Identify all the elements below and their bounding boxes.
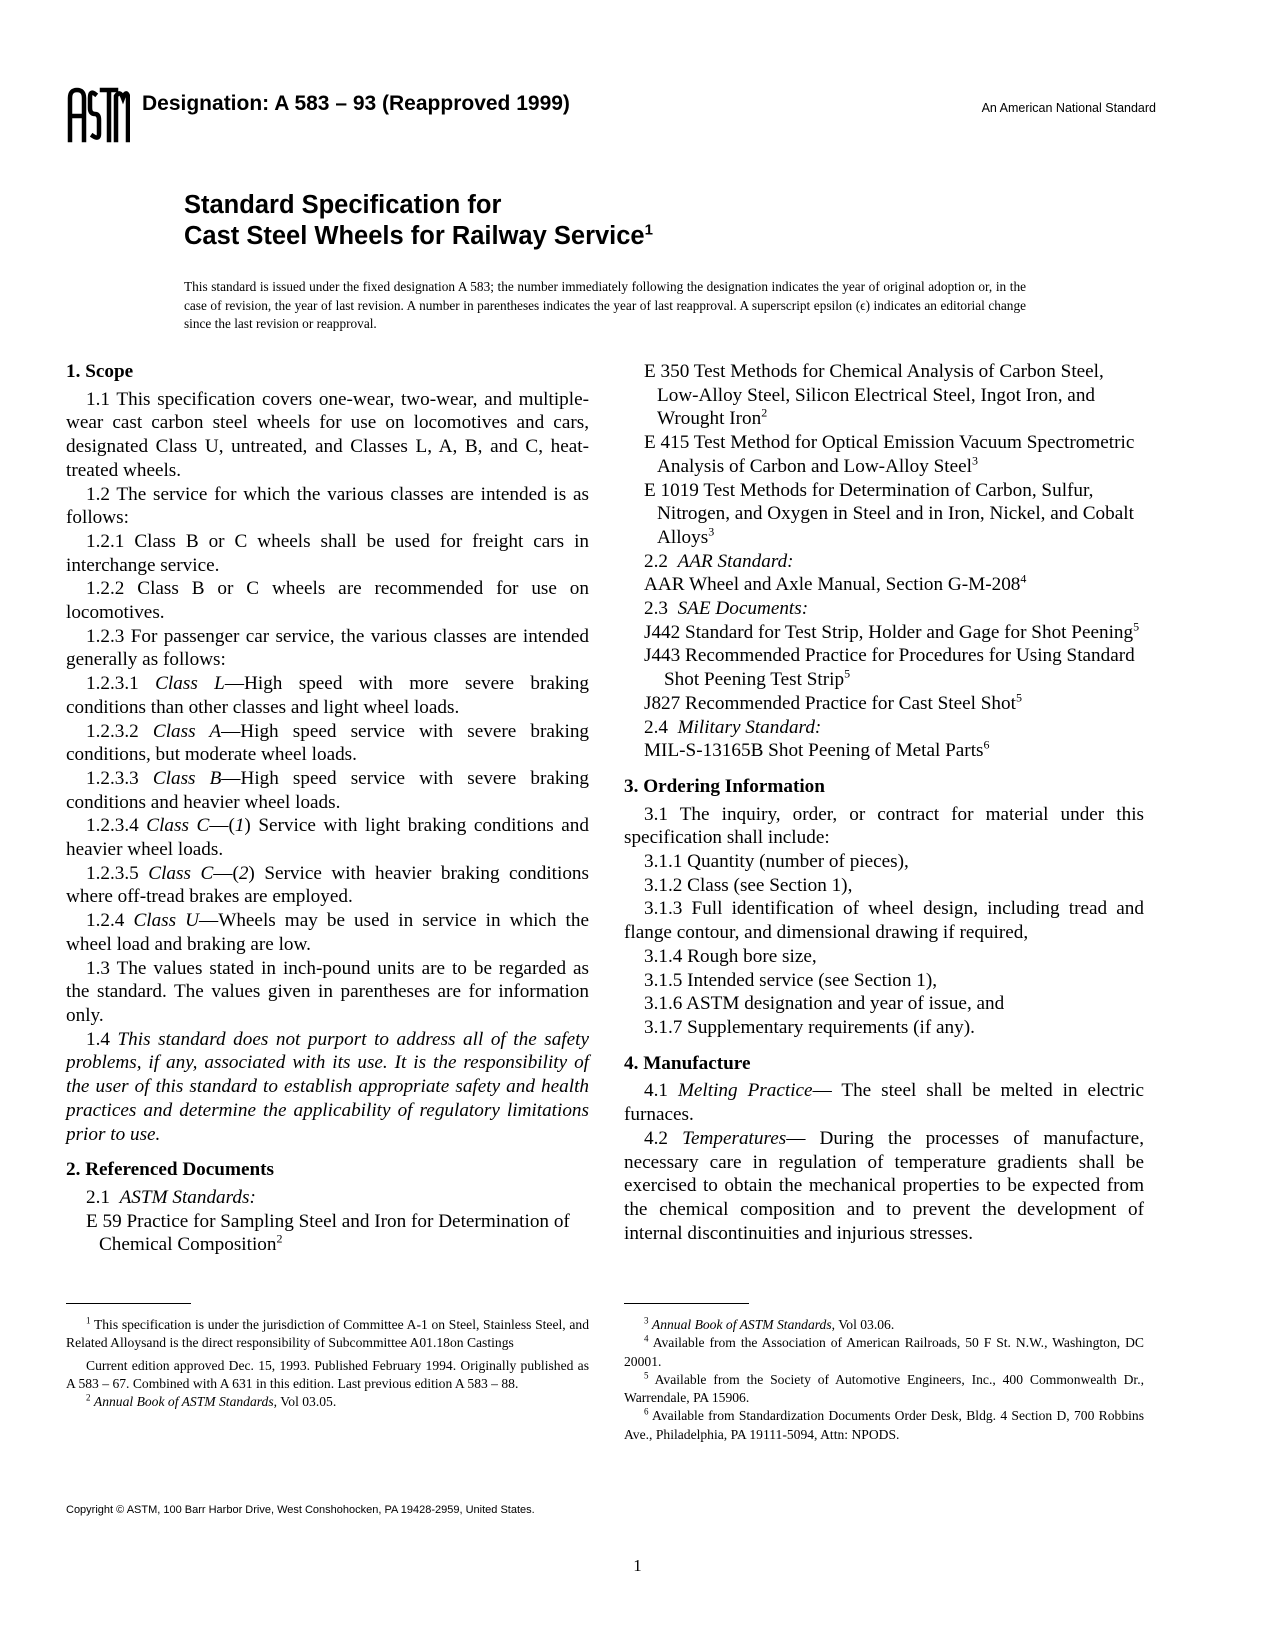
astm-logo	[66, 86, 130, 144]
section-heading-referenced-documents: 2. Referenced Documents	[66, 1159, 274, 1181]
section-heading-manufacture: 4. Manufacture	[624, 1052, 751, 1074]
footnote-4: $^4$ Available from the Association of American Railroads, 50 F St. N.W., Washington, DC 20001.	[624, 1333, 1144, 1369]
reference-e350: E 350 Test Methods for Chemical Analysis of Carbon Steel, Low-Alloy Steel, Silicon Electrical Steel, Ingot Iron, and Wrought Iron$^2$	[644, 361, 1104, 430]
paragraph-1-4: 1.4 This standard does not purport to address all of the safety problems, if any, associated with its use. It is the responsibility of the user of this standard to establish appropriate safety and health practices and determine the applicability of regulatory limitations prior to use.	[66, 1028, 590, 1145]
title-footnote-mark: 1	[644, 221, 653, 239]
footnotes-right	[624, 1316, 1144, 1444]
paragraph-1-2: 1.2 The service for which the various classes are intended is as follows:	[66, 483, 589, 529]
left-column	[66, 360, 589, 1257]
title-line-1: Standard Specification for	[184, 191, 502, 219]
aar-standard-label: 2.2 AAR Standard:	[644, 550, 794, 572]
issuance-notice: This standard is issued under the fixed designation A 583; the number immediately following the designation indicates the year of original adoption or, in the case of revision, the year of last revision. A number in parentheses indicates the year of last reapproval. A superscript epsilon (ϵ) indicates an editorial change since the last revision or reapproval.	[184, 279, 1026, 331]
page-number: 1	[633, 1556, 642, 1575]
item-3-1-1: 3.1.1 Quantity (number of pieces),	[644, 851, 909, 873]
footnote-divider-right	[624, 1303, 749, 1304]
reference-e415: E 415 Test Method for Optical Emission Vacuum Spectrometric Analysis of Carbon and Low-Alloy Steel$^3$	[644, 432, 1135, 477]
reference-aar: AAR Wheel and Axle Manual, Section $G-M-208^4$	[644, 571, 1027, 596]
paragraph-1-2-3-5: 1.2.3.5 Class C—(2) Service with heavier braking conditions where off-tread brakes are employed.	[66, 862, 589, 908]
section-heading-ordering-information: 3. Ordering Information	[624, 775, 825, 797]
reference-e1019: E 1019 Test Methods for Determination of Carbon, Sulfur, Nitrogen, and Oxygen in Steel and in Iron, Nickel, and Cobalt Alloys$^3$	[644, 479, 1134, 548]
paragraph-1-2-3: 1.2.3 For passenger car service, the various classes are intended generally as follows:	[66, 625, 589, 671]
footnote-2: $^2$ Annual Book of ASTM Standards, Vol 03.05.	[86, 1392, 337, 1410]
footnote-1: $^1$ This specification is under the jurisdiction of Committee A-1 on Steel, Stainless Steel, and Related Alloysand is the direct responsibility of Subcommittee A01.18on Castings	[66, 1315, 589, 1351]
designation: Designation: A 583 – 93 (Reapproved 1999)	[142, 92, 570, 115]
footnote-divider-left	[66, 1303, 191, 1304]
footnote-5: $^5$ Available from the Society of Automotive Engineers, Inc., 400 Commonwealth Dr., Warrendale, PA 15906.	[624, 1370, 1144, 1406]
paragraph-1-2-2: 1.2.2 Class B or C wheels are recommended for use on locomotives.	[66, 578, 589, 624]
title-line-2: Cast Steel Wheels for Railway Service$^1$	[184, 221, 653, 250]
paragraph-1-3: 1.3 The values stated in inch-pound units are to be regarded as the standard. The values given in parentheses are for information only.	[66, 957, 589, 1026]
paragraph-4-2: 4.2 Temperatures— During the processes of manufacture, necessary care in regulation of temperature gradients shall be exercised to obtain the mechanical properties to be expected from the chemical composition and to prevent the development of internal discontinuities and injurious stresses.	[624, 1127, 1144, 1244]
footnote-6: $^6$ Available from Standardization Documents Order Desk, Bldg. 4 Section D, 700 Robbins Ave., Philadelphia, PA 19111-5094, Attn: NPODS.	[624, 1406, 1144, 1442]
national-standard-label: An American National Standard	[981, 101, 1156, 115]
paragraph-1-1: 1.1 This specification covers one-wear, two-wear, and multiple-wear cast carbon steel wheels for use on locomotives and cars, designated Class U, untreated, and Classes L, A, B, and C, heat-treated wheels.	[66, 388, 589, 481]
reference-e59: E 59 Practice for Sampling Steel and Iron for Determination of Chemical Composition$^2$	[86, 1210, 570, 1256]
copyright-notice: Copyright © ASTM, 100 Barr Harbor Drive, West Conshohocken, PA 19428-2959, United States.	[66, 1504, 535, 1516]
item-3-1-2: 3.1.2 Class (see Section 1),	[644, 874, 853, 896]
reference-j827: J827 Recommended Practice for Cast Steel Shot$^5$	[644, 690, 1022, 714]
paragraph-1-2-3-2: 1.2.3.2 Class A—High speed service with severe braking conditions, but moderate wheel loads.	[66, 720, 590, 766]
footnote-1-edition: Current edition approved Dec. 15, 1993. Published February 1994. Originally published as A 583 – 67. Combined with A 631 in this edition. Last previous edition A 583 – 88.	[66, 1357, 589, 1391]
item-3-1-3: 3.1.3 Full identification of wheel design, including tread and flange contour, and dimensional drawing if required,	[624, 898, 1144, 944]
document-title	[184, 190, 653, 252]
sae-documents-label: 2.3 SAE Documents:	[644, 598, 809, 620]
item-3-1-6: 3.1.6 ASTM designation and year of issue, and	[644, 993, 1005, 1015]
right-column	[624, 360, 1144, 1245]
paragraph-1-2-3-1: 1.2.3.1 Class L—High speed with more severe braking conditions than other classes and light wheel loads.	[66, 673, 589, 718]
footnote-3: $^3$ Annual Book of ASTM Standards, Vol 03.06.	[644, 1315, 895, 1332]
paragraph-1-2-3-4: 1.2.3.4 Class C—(1) Service with light braking conditions and heavier wheel loads.	[66, 815, 589, 861]
paragraph-3-1: 3.1 The inquiry, order, or contract for material under this specification shall include:	[624, 803, 1144, 849]
item-3-1-7: 3.1.7 Supplementary requirements (if any).	[644, 1016, 975, 1038]
item-3-1-5: 3.1.5 Intended service (see Section 1),	[644, 969, 938, 991]
paragraph-1-2-4: 1.2.4 Class U—Wheels may be used in service in which the wheel load and braking are low.	[66, 910, 590, 955]
item-3-1-4: 3.1.4 Rough bore size,	[644, 945, 817, 967]
paragraph-4-1: 4.1 Melting Practice— The steel shall be melted in electric furnaces.	[624, 1080, 1144, 1126]
paragraph-1-2-3-3: 1.2.3.3 Class B—High speed service with severe braking conditions and heavier wheel loads.	[66, 767, 589, 813]
section-heading-scope: 1. Scope	[66, 361, 134, 382]
reference-j443: J443 Recommended Practice for Procedures for Using Standard Shot Peening Test Strip$^5$	[644, 645, 1135, 691]
document-header	[66, 86, 1156, 146]
military-standard-label: 2.4 Military Standard:	[644, 716, 822, 738]
paragraph-1-2-1: 1.2.1 Class B or C wheels shall be used for freight cars in interchange service.	[66, 530, 589, 576]
reference-mil: MIL-S-13165B Shot Peening of Metal Parts$^6$	[644, 737, 990, 762]
footnotes-left	[66, 1316, 589, 1411]
astm-standards-label: 2.1 ASTM Standards:	[86, 1186, 256, 1208]
reference-j442: J442 Standard for Test Strip, Holder and Gage for Shot Peening$^5$	[644, 619, 1140, 643]
